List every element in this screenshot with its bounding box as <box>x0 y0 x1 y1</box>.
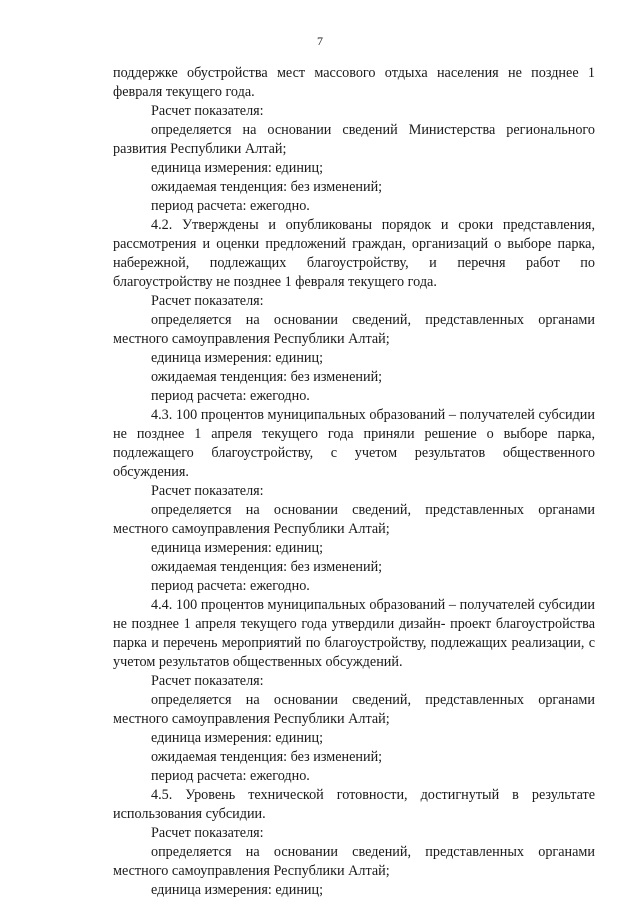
paragraph: период расчета: ежегодно. <box>151 198 310 214</box>
paragraph: Расчет показателя: <box>151 483 264 499</box>
paragraph: ожидаемая тенденция: без изменений; <box>151 369 383 385</box>
paragraph: Расчет показателя: <box>151 293 264 309</box>
paragraph: единица измерения: единиц; <box>151 882 324 898</box>
paragraph: 4.5. Уровень технической готовности, достигнутый в результате использования субсидии. <box>113 787 595 822</box>
paragraph: поддержке обустройства мест массового отдыха населения не позднее 1 февраля текущего года. <box>113 65 595 100</box>
paragraph: 4.2. Утверждены и опубликованы порядок и сроки представления, рассмотрения и оценки предложений граждан, организаций о выборе парка, набережной, подлежащих благоустройству, и перечня работ по благоустройству не позднее 1 февраля текущего года. <box>113 217 595 290</box>
paragraph: 4.3. 100 процентов муниципальных образований – получателей субсидии не позднее 1 апреля текущего года приняли решение о выборе парка, подлежащего благоустройству, с учетом результатов общественного обсуждения. <box>113 407 595 480</box>
paragraph: Расчет показателя: <box>151 825 264 841</box>
paragraph: единица измерения: единиц; <box>151 540 324 556</box>
paragraph: период расчета: ежегодно. <box>151 768 310 784</box>
paragraph: ожидаемая тенденция: без изменений; <box>151 559 383 575</box>
paragraph: ожидаемая тенденция: без изменений; <box>151 749 383 765</box>
paragraph: период расчета: ежегодно. <box>151 388 310 404</box>
paragraph: единица измерения: единиц; <box>151 160 324 176</box>
paragraph: ожидаемая тенденция: без изменений; <box>151 179 383 195</box>
page-number: 7 <box>317 34 323 48</box>
paragraph: Расчет показателя: <box>151 103 264 119</box>
paragraph: определяется на основании сведений Министерства регионального развития Республики Алтай; <box>113 122 595 157</box>
paragraph: определяется на основании сведений, представленных органами местного самоуправления Республики Алтай; <box>113 692 595 727</box>
document-body <box>113 64 595 900</box>
paragraph: определяется на основании сведений, представленных органами местного самоуправления Республики Алтай; <box>113 312 595 347</box>
paragraph: определяется на основании сведений, представленных органами местного самоуправления Республики Алтай; <box>113 844 595 879</box>
paragraph: 4.4. 100 процентов муниципальных образований – получателей субсидии не позднее 1 апреля текущего года утвердили дизайн- проект благоустройства парка и перечень мероприятий по благоустройству, подлежащих реализации, с учетом результатов общественных обсуждений. <box>113 597 595 670</box>
paragraph: Расчет показателя: <box>151 673 264 689</box>
paragraph: единица измерения: единиц; <box>151 730 324 746</box>
paragraph: единица измерения: единиц; <box>151 350 324 366</box>
paragraph: определяется на основании сведений, представленных органами местного самоуправления Республики Алтай; <box>113 502 595 537</box>
paragraph: период расчета: ежегодно. <box>151 578 310 594</box>
